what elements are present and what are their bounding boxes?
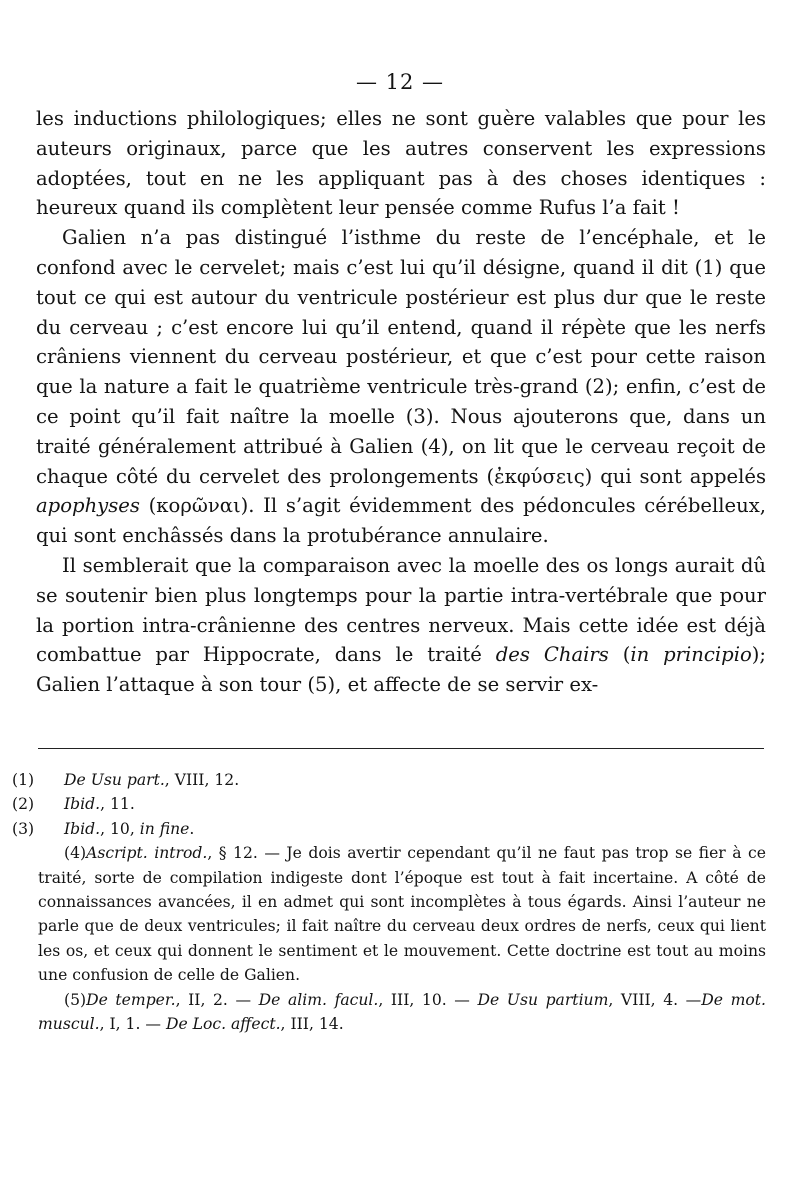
footnote-2-number: (2) <box>12 795 35 814</box>
footnote-4-number: (4) <box>64 844 87 863</box>
paragraph-1: les inductions philologiques; elles ne sont guère valables que pour les auteurs originaux, parce que les autres conservent les expressions adoptées, tout en ne les appliquant pas à des choses identiques : heureux quand ils complètent leur pensée comme Rufus l’a fait ! <box>36 107 766 220</box>
footnotes <box>12 768 766 1036</box>
footnote-4-text: , § 12. — Je dois avertir cependant qu’il ne faut pas trop se fier à ce traité, sorte de compilation indigeste dont l’époque est tout à fait incertaine. A côté de connaissances avancées, il en admet qui sont incomplètes à tous égards. Ainsi l’auteur ne parle que de deux ventricules; il fait naître du cerveau deux ordres de nerfs, ceux qui lient les os, et ceux qui donnent le sentiment et le mouvement. Cette doctrine est tout au moins une confusion de celle de Galien. <box>38 844 766 985</box>
footnote-5-ref-3: , VIII, 4. — <box>608 990 702 1009</box>
main-text <box>36 104 766 700</box>
paragraph-2-text-end: (κορῶναι). Il s’agit évidemment des pédoncules cérébelleux, qui sont enchâssés dans la protubérance annulaire. <box>36 494 766 548</box>
footnote-5-ref-2: , III, 10. — <box>378 990 478 1009</box>
footnote-3 <box>12 817 766 841</box>
footnote-3-number: (3) <box>12 819 35 838</box>
footnote-4-title: Ascript. introd. <box>86 844 208 863</box>
footnote-5-ref-4: , I, 1. — <box>99 1015 166 1034</box>
paragraph-3-italic-latin: in principio <box>630 643 752 667</box>
footnote-2-ref: , 11. <box>100 795 135 814</box>
paragraph-2-italic: apophyses <box>36 494 140 518</box>
page-number: — 12 — <box>355 70 445 94</box>
footnote-5-title-5: De Loc. affect. <box>165 1015 281 1034</box>
footnote-1-ref: , VIII, 12. <box>164 771 240 789</box>
footnote-5-ref-5: , III, 14. <box>280 1015 344 1034</box>
footnote-1-number: (1) <box>12 771 35 789</box>
footnote-1 <box>12 768 766 792</box>
paragraph-3-text-end: ); Galien l’attaque à son tour (5), et affecte de se servir ex- <box>36 643 767 697</box>
footnote-2 <box>12 792 766 816</box>
paragraph-3-text: Il semblerait que la comparaison avec la moelle des os longs aurait dû se soutenir bien plus longtemps pour la partie intra-vertébrale que pour la portion intra-crânienne des centres nerveux. Mais cette idée est déjà combattue par Hippocrate, dans le traité <box>36 553 766 667</box>
footnote-3-ref: , 10, <box>100 819 140 838</box>
paragraph-3-italic-title: des Chairs <box>495 643 609 667</box>
footnote-1-title: De Usu part. <box>64 771 165 789</box>
footnote-separator <box>38 748 764 749</box>
paragraph-3 <box>36 551 766 700</box>
footnote-3-latin: in fine <box>139 819 190 838</box>
footnote-5 <box>38 988 766 1037</box>
footnote-2-title: Ibid. <box>64 795 101 814</box>
paragraph-2-text: Galien n’a pas distingué l’isthme du reste de l’encéphale, et le confond avec le cervelet; mais c’est lui qu’il désigne, quand il dit (1) que tout ce qui est autour du ventricule postérieur est plus dur que le reste du cerveau ; c’est encore lui qu’il entend, quand il répète que les nerfs crâniens viennent du cerveau postérieur, et que c’est pour cette raison que la nature a fait le quatrième ventricule très-grand (2); enfin, c’est de ce point qu’il fait naître la moelle (3). Nous ajouterons que, dans un traité généralement attribué à Galien (4), on lit que le cerveau reçoit de chaque côté du cervelet des prolongements (ἐκφύσεις) qui sont appelés <box>36 226 766 488</box>
footnote-3-title: Ibid. <box>64 819 101 838</box>
footnote-5-title-3: De Usu partium <box>477 990 609 1009</box>
footnote-5-title-1: De temper. <box>86 990 176 1009</box>
footnote-4 <box>38 841 766 987</box>
footnote-3-end: . <box>189 819 195 838</box>
footnote-5-title-4: De mot. muscul. <box>38 990 766 1034</box>
footnote-5-number: (5) <box>64 990 87 1009</box>
footnote-5-ref-1: , II, 2. — <box>175 990 259 1009</box>
footnote-5-title-2: De alim. facul. <box>258 990 379 1009</box>
paragraph-2 <box>36 223 766 551</box>
paragraph-3-text-mid: ( <box>608 643 631 667</box>
